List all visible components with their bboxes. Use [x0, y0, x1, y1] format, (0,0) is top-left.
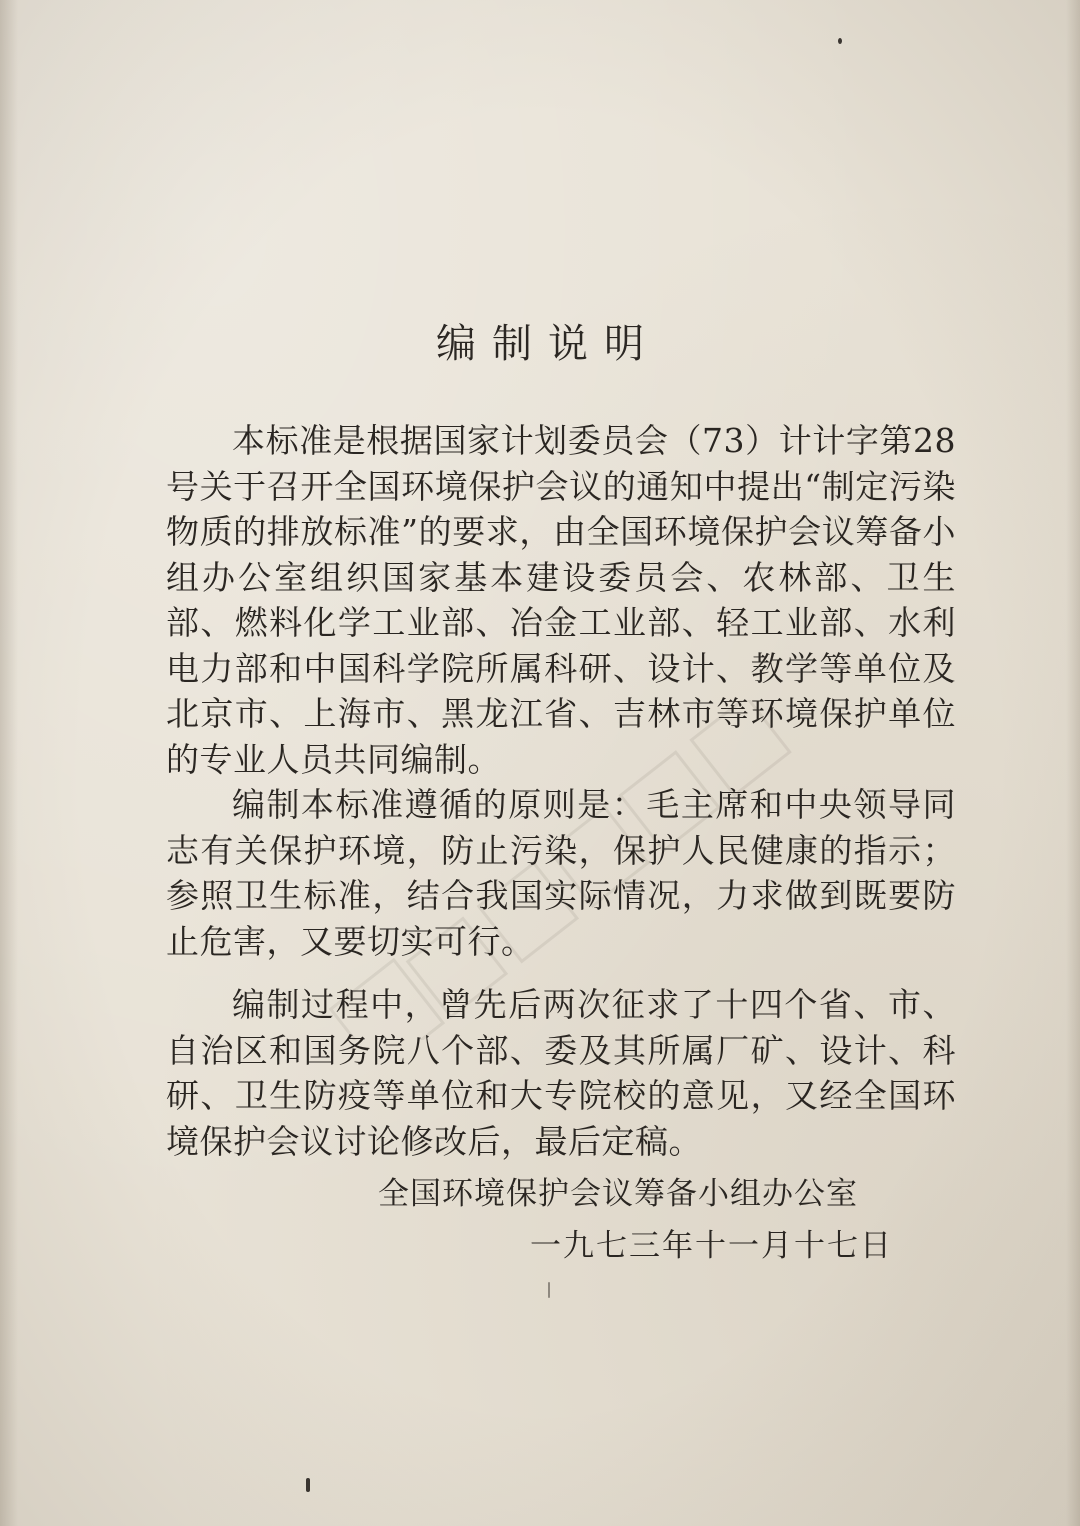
page-edge-shadow-right — [1066, 0, 1080, 1526]
document-body — [166, 418, 956, 1164]
scan-speck — [548, 1282, 550, 1298]
paragraph-2: 编制本标准遵循的原则是：毛主席和中央领导同志有关保护环境，防止污染，保护人民健康的指示；参照卫生标准，结合我国实际情况，力求做到既要防止危害，又要切实可行。 — [166, 785, 956, 961]
paragraph-3: 编制过程中，曾先后两次征求了十四个省、市、自治区和国务院八个部、委及其所属厂矿、设计、科研、卫生防疫等单位和大专院校的意见，又经全国环境保护会议讨论修改后，最后定稿。 — [166, 985, 956, 1161]
signature-date: 一九七三年十一月十七日 — [530, 1228, 893, 1264]
paragraph-1: 本标准是根据国家计划委员会（73）计计字第28号关于召开全国环境保护会议的通知中提出“制定污染物质的排放标准”的要求，由全国环境保护会议筹备小组办公室组织国家基本建设委员会、农林部、卫生部、燃料化学工业部、冶金工业部、轻工业部、水利电力部和中国科学院所属科研、设计、教学等单位及北京市、上海市、黑龙江省、吉林市等环境保护单位的专业人员共同编制。 — [166, 421, 956, 779]
scan-speck — [838, 38, 842, 44]
signature-organization: 全国环境保护会议筹备小组办公室 — [378, 1176, 858, 1212]
page-edge-shadow-left — [0, 0, 18, 1526]
scan-speck — [306, 1478, 310, 1492]
document-title: 编制说明 — [436, 321, 660, 367]
